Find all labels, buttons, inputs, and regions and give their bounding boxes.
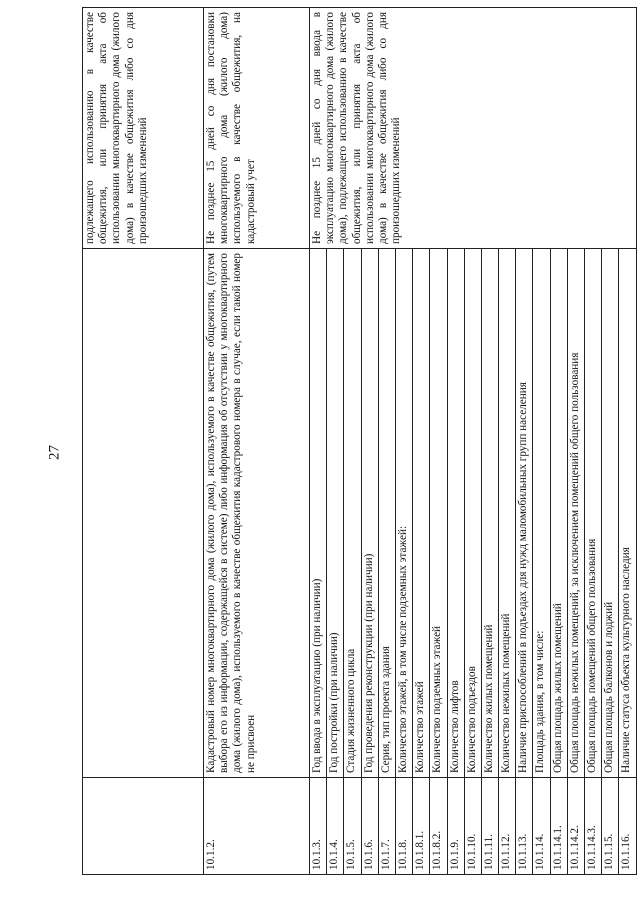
row-term: Не позднее 15 дней со дня постановки многоквартирного дома (жилого дома) используемого в качестве общежития, на кадастровый учет <box>204 8 310 249</box>
row-name <box>83 249 204 778</box>
row-number: 10.1.5. <box>344 778 361 875</box>
row-number: 10.1.14. <box>533 778 550 875</box>
row-number: 10.1.14.2. <box>567 778 584 875</box>
row-name: Общая площадь помещений общего пользования <box>585 249 602 778</box>
row-name: Количество подземных этажей <box>430 249 447 778</box>
row-name: Наличие приспособлений в подъездах для нужд маломобильных групп населения <box>516 249 533 778</box>
row-name: Площадь здания, в том числе: <box>533 249 550 778</box>
requirements-table <box>82 7 637 875</box>
table-row <box>204 8 310 875</box>
table-row <box>310 8 327 875</box>
row-name: Год постройки (при наличии) <box>327 249 344 778</box>
group-term: Не позднее 15 дней со дня ввода в эксплуатацию многоквартирного дома (жилого дома), подлежащего использованию в качестве общежития, или принятия акта об использовании многоквартирного дома (жилого дома) в качестве общежития либо со дня произошедших изменений <box>310 8 637 249</box>
row-name: Наличие статуса объекта культурного наследия <box>619 249 636 778</box>
row-name: Количество этажей <box>413 249 430 778</box>
rotated-page-content <box>82 12 633 875</box>
row-name: Кадастровый номер многоквартирного дома (жилого дома), используемого в качестве общежития, (путем выбора его из информации, содержащейся в системе) либо информация об отсутствии у многоквартирного дома (жилого дома), используемого в качестве общежития кадастрового номера в случае, если такой номер не присвоен <box>204 249 310 778</box>
row-number: 10.1.15. <box>602 778 619 875</box>
row-number: 10.1.12. <box>499 778 516 875</box>
row-name: Год проведения реконструкции (при наличии) <box>361 249 378 778</box>
row-number <box>83 778 204 875</box>
row-number: 10.1.3. <box>310 778 327 875</box>
row-number: 10.1.8. <box>395 778 412 875</box>
row-name: Количество подъездов <box>464 249 481 778</box>
row-name: Серия, тип проекта здания <box>378 249 395 778</box>
row-name: Количество этажей, в том числе подземных этажей: <box>395 249 412 778</box>
row-number: 10.1.13. <box>516 778 533 875</box>
row-name: Количество жилых помещений <box>481 249 498 778</box>
row-name: Общая площадь балконов и лоджий <box>602 249 619 778</box>
row-term: подлежащего использованию в качестве общежития, или принятия акта об использовании многоквартирного дома (жилого дома) в качестве общежития либо со дня произошедших изменений <box>83 8 204 249</box>
row-number: 10.1.2. <box>204 778 310 875</box>
page-number: 27 <box>46 445 63 460</box>
row-number: 10.1.8.2. <box>430 778 447 875</box>
row-number: 10.1.14.3. <box>585 778 602 875</box>
row-number: 10.1.11. <box>481 778 498 875</box>
row-name: Количество нежилых помещений <box>499 249 516 778</box>
row-number: 10.1.10. <box>464 778 481 875</box>
row-number: 10.1.7. <box>378 778 395 875</box>
row-name: Количество лифтов <box>447 249 464 778</box>
row-number: 10.1.6. <box>361 778 378 875</box>
row-number: 10.1.16. <box>619 778 636 875</box>
row-name: Общая площадь жилых помещений <box>550 249 567 778</box>
row-number: 10.1.4. <box>327 778 344 875</box>
row-name: Год ввода в эксплуатацию (при наличии) <box>310 249 327 778</box>
row-number: 10.1.8.1. <box>413 778 430 875</box>
row-name: Общая площадь нежилых помещений, за исключением помещений общего пользования <box>567 249 584 778</box>
table-row <box>83 8 204 875</box>
row-number: 10.1.14.1. <box>550 778 567 875</box>
row-number: 10.1.9. <box>447 778 464 875</box>
row-name: Стадия жизненного цикла <box>344 249 361 778</box>
